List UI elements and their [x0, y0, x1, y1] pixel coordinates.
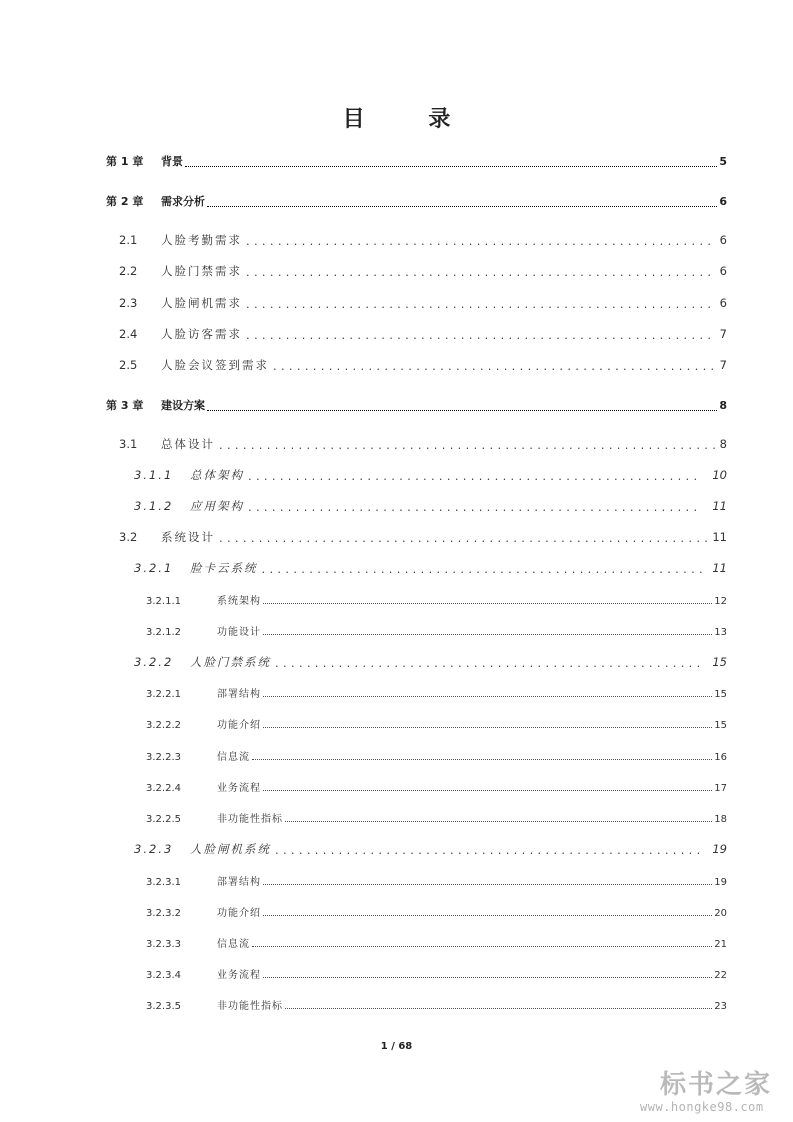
toc-dot-leader [263, 633, 712, 635]
toc-entry-page-number: 7 [719, 358, 727, 372]
toc-entry-page-number: 13 [714, 627, 727, 638]
toc-entry-title: 功能设计 [217, 627, 261, 638]
toc-dot-leader [248, 500, 702, 514]
toc-entry[interactable] [119, 529, 727, 545]
toc-entry-page-number: 11 [712, 530, 727, 544]
toc-dot-leader [219, 438, 716, 452]
toc-entry-title: 人脸会议签到需求 [161, 358, 269, 372]
toc-entry-page-number: 22 [714, 970, 727, 981]
toc-entry-number: 3.2.3 [134, 842, 174, 856]
toc-entry-title: 建设方案 [161, 399, 205, 412]
toc-entry-number: 3.2.3.2 [146, 908, 181, 919]
toc-dot-leader [285, 820, 712, 822]
toc-entry[interactable] [134, 654, 727, 670]
toc-entry[interactable] [146, 935, 727, 950]
toc-entry[interactable] [146, 716, 727, 731]
toc-entry-title: 功能介绍 [217, 720, 261, 731]
toc-entry[interactable] [119, 357, 727, 373]
toc-dot-leader [185, 165, 717, 167]
toc-entry-page-number: 17 [714, 783, 727, 794]
toc-entry-page-number: 6 [719, 264, 727, 278]
toc-entry[interactable] [119, 326, 727, 342]
toc-dot-leader [263, 914, 712, 916]
toc-entry-number: 3.2.2.5 [146, 814, 181, 825]
toc-entry-title: 业务流程 [217, 783, 261, 794]
toc-dot-leader [246, 234, 716, 248]
toc-dot-leader [285, 1007, 712, 1009]
toc-entry[interactable] [134, 498, 727, 514]
toc-entry-number: 第 3 章 [106, 399, 144, 412]
toc-dot-leader [263, 602, 712, 604]
toc-entry[interactable] [134, 560, 727, 576]
toc-entry-title: 总体架构 [190, 468, 244, 482]
toc-entry[interactable] [146, 779, 727, 794]
toc-entry-title: 总体设计 [161, 437, 215, 451]
toc-entry-number: 2.2 [119, 264, 138, 278]
toc-entry-page-number: 10 [712, 468, 727, 482]
toc-entry-page-number: 23 [714, 1001, 727, 1012]
toc-entry-page-number: 19 [712, 842, 727, 856]
toc-entry-page-number: 21 [714, 939, 727, 950]
toc-entry-page-number: 6 [719, 233, 727, 247]
toc-entry-title: 背景 [161, 155, 183, 168]
toc-entry-page-number: 15 [712, 655, 727, 669]
toc-dot-leader [207, 205, 717, 207]
toc-dot-leader [246, 328, 716, 342]
toc-entry[interactable] [146, 592, 727, 607]
toc-entry[interactable] [119, 436, 727, 452]
toc-entry-number: 3.1.2 [134, 499, 174, 513]
toc-entry-page-number: 6 [719, 296, 727, 310]
toc-entry[interactable] [146, 810, 727, 825]
toc-entry-number: 3.2.3.3 [146, 939, 181, 950]
toc-entry[interactable] [119, 263, 727, 279]
toc-dot-leader [252, 945, 712, 947]
toc-entry-title: 脸卡云系统 [190, 561, 258, 575]
toc-dot-leader [248, 469, 702, 483]
watermark-logo: 标书之家 [660, 1070, 773, 1100]
watermark-url: www.hongke98.com [640, 1100, 764, 1114]
toc-entry-page-number: 11 [712, 499, 727, 513]
toc-entry-title: 应用架构 [190, 499, 244, 513]
toc-entry-number: 2.4 [119, 327, 138, 341]
toc-entry[interactable] [106, 193, 727, 209]
toc-entry-title: 功能介绍 [217, 908, 261, 919]
toc-entry-number: 3.2.1.1 [146, 596, 181, 607]
toc-entry-number: 3.2.2.1 [146, 689, 181, 700]
toc-entry-title: 人脸门禁系统 [190, 655, 271, 669]
toc-entry-page-number: 5 [719, 155, 727, 168]
toc-entry-title: 非功能性指标 [217, 1001, 283, 1012]
toc-entry-number: 3.2.2.4 [146, 783, 181, 794]
toc-entry-number: 3.2.3.1 [146, 877, 181, 888]
page-title: 目 录 [342, 107, 479, 132]
toc-entry[interactable] [119, 295, 727, 311]
toc-entry-title: 部署结构 [217, 689, 261, 700]
toc-entry-title: 信息流 [217, 939, 250, 950]
toc-entry-number: 3.2.2.2 [146, 720, 181, 731]
toc-entry-title: 人脸门禁需求 [161, 264, 242, 278]
toc-entry-title: 系统设计 [161, 530, 215, 544]
watermark [632, 1064, 792, 1120]
toc-entry-title: 非功能性指标 [217, 814, 283, 825]
toc-entry-number: 第 2 章 [106, 195, 144, 208]
page-number-footer: 1 / 68 [380, 1041, 413, 1052]
toc-entry-number: 3.1.1 [134, 468, 174, 482]
toc-entry-title: 需求分析 [161, 195, 205, 208]
toc-entry-page-number: 11 [712, 561, 727, 575]
toc-entry-number: 3.2.2 [134, 655, 174, 669]
toc-dot-leader [262, 562, 703, 576]
toc-entry[interactable] [146, 685, 727, 700]
toc-entry-number: 3.2.3.4 [146, 970, 181, 981]
toc-entry-page-number: 18 [714, 814, 727, 825]
toc-entry[interactable] [146, 997, 727, 1012]
toc-entry[interactable] [146, 748, 727, 763]
toc-entry-title: 人脸闸机系统 [190, 842, 271, 856]
toc-entry-number: 3.2 [119, 530, 138, 544]
toc-entry[interactable] [106, 153, 727, 169]
toc-entry-number: 3.1 [119, 437, 138, 451]
toc-dot-leader [263, 695, 712, 697]
toc-entry[interactable] [146, 623, 727, 638]
toc-entry-number: 3.2.1 [134, 561, 174, 575]
toc-entry[interactable] [134, 841, 727, 857]
toc-entry[interactable] [146, 904, 727, 919]
toc-dot-leader [219, 531, 708, 545]
toc-entry-title: 人脸闸机需求 [161, 296, 242, 310]
toc-entry-title: 系统架构 [217, 596, 261, 607]
toc-entry-title: 业务流程 [217, 970, 261, 981]
toc-entry-page-number: 7 [719, 327, 727, 341]
toc-dot-leader [263, 976, 712, 978]
toc-entry-page-number: 15 [714, 689, 727, 700]
toc-entry-page-number: 12 [714, 596, 727, 607]
toc-entry-number: 3.2.3.5 [146, 1001, 181, 1012]
toc-entry-page-number: 6 [719, 195, 727, 208]
toc-entry-title: 信息流 [217, 752, 250, 763]
toc-entry-title: 人脸考勤需求 [161, 233, 242, 247]
toc-entry-page-number: 15 [714, 720, 727, 731]
toc-entry-number: 2.1 [119, 233, 138, 247]
toc-dot-leader [246, 265, 716, 279]
toc-dot-leader [263, 789, 712, 791]
toc-entry-page-number: 16 [714, 752, 727, 763]
toc-dot-leader [263, 726, 712, 728]
toc-entry[interactable] [119, 232, 727, 248]
toc-entry[interactable] [146, 873, 727, 888]
toc-dot-leader [275, 843, 702, 857]
toc-entry-page-number: 8 [719, 437, 727, 451]
toc-entry-number: 3.2.1.2 [146, 627, 181, 638]
toc-dot-leader [275, 656, 702, 670]
toc-dot-leader [273, 359, 716, 373]
toc-entry-title: 人脸访客需求 [161, 327, 242, 341]
toc-entry-number: 3.2.2.3 [146, 752, 181, 763]
toc-entry[interactable] [106, 397, 727, 413]
toc-dot-leader [246, 297, 716, 311]
toc-entry-title: 部署结构 [217, 877, 261, 888]
toc-dot-leader [252, 758, 712, 760]
toc-entry[interactable] [134, 467, 727, 483]
toc-dot-leader [263, 883, 712, 885]
toc-entry-number: 2.3 [119, 296, 138, 310]
toc-entry-number: 2.5 [119, 358, 138, 372]
toc-entry-page-number: 19 [714, 877, 727, 888]
toc-entry-page-number: 8 [719, 399, 727, 412]
toc-entry-page-number: 20 [714, 908, 727, 919]
toc-dot-leader [207, 409, 717, 411]
toc-entry-number: 第 1 章 [106, 155, 144, 168]
toc-entry[interactable] [146, 966, 727, 981]
